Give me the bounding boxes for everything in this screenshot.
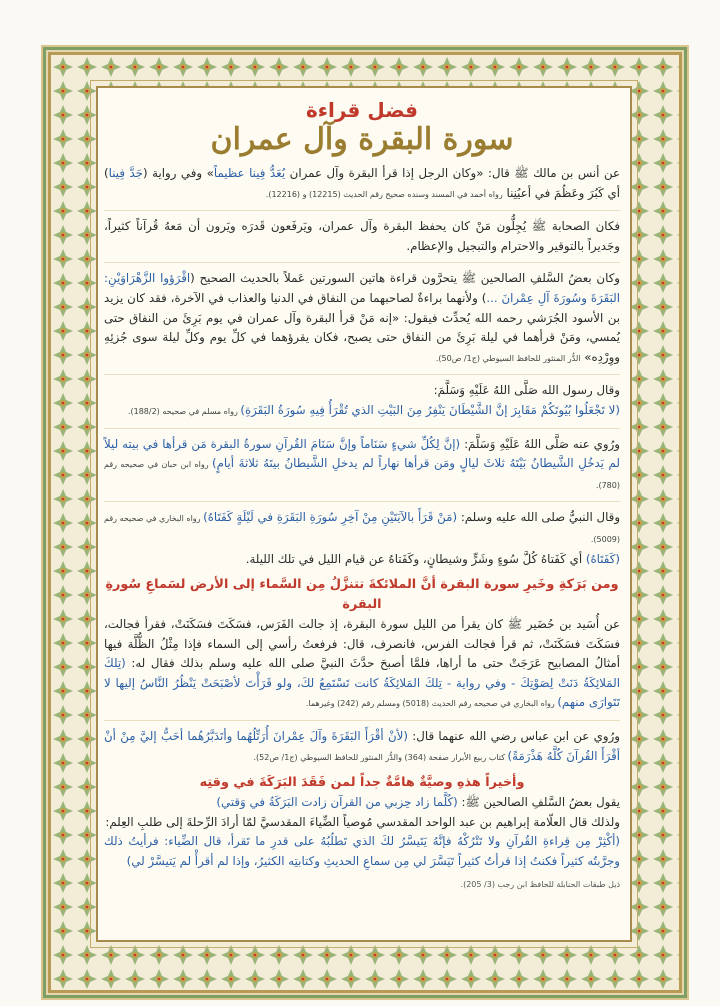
divider bbox=[104, 374, 620, 375]
paragraph-hadith-3: وقال النبيُّ صلى الله عليه وسلم: (مَنْ قَرَأَ بالآيَتَيْنِ مِنْ آخِرِ سُورَةِ البَقَرَةِ في لَيْلَةٍ كَفَتَاهُ) رواه البخاري في صحيحه رقم (5009). (كَفَتَاهُ) أي كَفَتاهُ كُلَّ سُوءٍ وشَرٍّ وشيطانٍ، وكَفَتاهُ عن قيام الليل في تلك الليلة. bbox=[104, 510, 621, 566]
section-heading-advice: وأخيراً هذهِ وصيَّةٌ هامَّةٌ جداً لمن فَقَدَ البَرَكَةَ في وقتِه bbox=[199, 775, 525, 791]
paragraph-sahaba: فكان الصحابة ﷺ يُجِلُّون مَنْ كان يحفظ البقرة وآل عمران، ويَرفَعون قَدرَه ويَرون أن مَعهُ قُرآناً كثيراً، وجَديراً بالتوقير والاحترام والتبجيل والإعظام. bbox=[104, 219, 620, 253]
paragraph-barakah: يقول بعضُ السَّلفِ الصالحين ﷺ: (كُلَّما زاد حِزبي من القرآن زادت البَرَكَةُ في وَقتي) bbox=[216, 795, 620, 810]
citation: الدُّر المنثور للحافظ السيوطي (ج1/ ص50). bbox=[435, 353, 581, 363]
citation: كتاب ربيع الأبرار صفحة (364) والدُّر المنثور للحافظ السيوطي (ج1/ ص52). bbox=[253, 752, 508, 762]
divider bbox=[104, 428, 620, 429]
document-body bbox=[104, 92, 620, 934]
citation: رواه البخاري في صحيحه رقم الحديث (5018) ومسلم رقم (242) وغيرهما. bbox=[305, 699, 558, 709]
paragraph-usayd: عن أُسَيد بن حُضَير ﷺ كان يقرأ من الليل سورة البقرة، إذ جالت الفَرَس، فسَكَتَ فسَكَنَتْ، فقرأ فجالت، فسَكَتَ فسَكَنَتْ، ثم قرأ فجالت الفرس، فانصرف، قال: فرفعتُ رأسي إلى السماء فإذا مِثْلُ الظُّلَّة فيها أمثالُ المصابيح عَرَجَتْ حتى ما أراها، فلمَّا أصبحَ حدَّثَ النبيَّ صلى الله عليه وسلم بذلك فقال له: (تِلكَ المَلائِكَةُ دَنَتْ لِصَوْتِكَ - وفي رواية - تِلكَ المَلائِكَةُ كانت تَسْتَمِعُ لكَ، ولو قَرَأْتَ لأصْبَحَتْ يَنْظُرُ النَّاسُ إليها لا تَتَوارَى منهم) رواه البخاري في صحيحه رقم الحديث (5018) ومسلم رقم (242) وغيرهما. bbox=[104, 617, 620, 710]
paragraph-quote-maqdisi: (أكْثِرْ مِن قِراءةِ القُرآنِ ولا تَتْرُكْهُ فإنَّهُ يَتَيسَّرُ لكَ الذي تَطلُبُهُ على قدرِ ما تَقرأ، قال الضِّياء: فرأيتُ ذلك وجرَّبتُه كثيراً فكنتُ إذا قرأتُ كثيراً تَيَسَّرَ لي مِن سماعِ الحديثِ وكتابتِه الكثيرُ، وإذا لم أقرأْ لم يَتيسَّرْ لي) bbox=[104, 834, 620, 869]
paragraph-salaf: وكان بعضُ السَّلفِ الصالحين ﷺ يتحرَّون قراءة هاتين السورتين عَملاً بالحديث الصحيح (اقْرَؤوا الزَّهْرَاوَيْنِ: البَقَرَةَ وسُورَةَ آلِ عِمْرانَ ...) ولأنهما براءةٌ لصاحبهما من النفاق في الدنيا والعذاب في الآخرة، فقد كان يزيد بن الأسود الجُرَشي رحمه الله يُحدِّث فيقول: «إنه مَنْ قرأ البقرة وآل عمران في يوم بَرِئَ من النفاق حتى يُمسي، ومَنْ قرأهما في ليلة بَرِئَ من النفاق حتى يصبح، فكان يقرؤهما في كلِّ يوم وكلِّ ليلة سوى جُزئِهِ ووِرْدِه» الدُّر المنثور للحافظ السيوطي (ج1/ ص50). bbox=[104, 271, 621, 364]
citation: رواه ابن حبان في صحيحه رقم (780). bbox=[104, 460, 620, 490]
citation: رواه مسلم في صحيحه (188/2). bbox=[127, 406, 241, 416]
paragraph-ibn-abbas: ورُوي عن ابن عباس رضي الله عنهما قال: (لأنْ أقْرَأَ البَقَرَةَ وآلَ عِمْرانَ أُرَتِّلُهُما وأتَدَبَّرُهُما أحَبُّ إليَّ مِنْ أنْ أقْرَأَ القُرآنَ كُلَّهُ هَذْرَمَةً) كتاب ربيع الأبرار صفحة (364) والدُّر المنثور للحافظ السيوطي (ج1/ ص52). bbox=[104, 729, 620, 763]
paragraph-maqdisi: ولذلك قال العلّامة إبراهيم بن عبد الواحد المقدسي مُوصياً الضِّياءَ المقدسيَّ لمّا أرادَ الرِّحلةَ إلى طلبِ العِلم: bbox=[105, 814, 620, 829]
divider bbox=[104, 262, 620, 263]
paragraph-hadith-2: ورُوي عنه صَلَّى اللهُ عَلَيْهِ وَسَلَّمَ: (إنَّ لِكُلِّ شيءٍ سَنَاماً وإنَّ سَنَامَ القُرآنِ سورةُ البقرة مَن قرأها في بيته ليلاً لم يَدخُلِ الشَّيطانُ بَيْتَهُ ثلاثَ ليالٍ ومَن قرأها نهاراً لم يدخلِ الشَّيطانُ بيتَهُ ثلاثةَ أيامٍ) رواه ابن حبان في صحيحه رقم (780). bbox=[104, 436, 621, 490]
page-title: فضل قراءة bbox=[305, 98, 419, 122]
footer-citation: ذيل طبقات الحنابلة للحافظ ابن رجب (3/ 205). bbox=[460, 879, 620, 889]
divider bbox=[104, 501, 620, 502]
section-heading-angels: ومن بَرَكةِ وخَيرِ سورة البقرة أنَّ الملائكةَ تتنزَّلُ مِن السَّماء إلى الأرض لسَماعِ سُورةِ البقرة bbox=[105, 577, 619, 613]
paragraph-hadith-1: وقال رسول الله صَلَّى اللهُ عَلَيْهِ وَسَلَّمَ: (لا تَجْعَلُوا بُيُوتَكُمْ مَقَابِرَ إنَّ الشَّيْطَانَ يَنْفِرُ مِنَ البَيْتِ الذي تُقْرَأُ فِيهِ سُورَةُ البَقَرَةِ) رواه مسلم في صحيحه (188/2). bbox=[127, 383, 620, 417]
page-subtitle: سورة البقرة وآل عمران bbox=[210, 122, 514, 157]
citation: رواه أحمد في المسند وسنده صحيح رقم الحديث (12215) و (12216). bbox=[265, 189, 503, 199]
divider bbox=[104, 720, 620, 721]
paragraph-anas: عن أنس بن مالك ﷺ قال: «وكان الرجل إذا قرأ البقرة وآل عمران يُعَدُّ فِينا عظيماً» وفي رواية (جَدَّ فِينا) أي كَبُرَ وعَظُمَ في أعيُنِنا رواه أحمد في المسند وسنده صحيح رقم الحديث (12215) و (12216). bbox=[104, 166, 620, 200]
citation: رواه البخاري في صحيحه رقم (5009). bbox=[104, 514, 620, 544]
divider bbox=[104, 210, 620, 211]
